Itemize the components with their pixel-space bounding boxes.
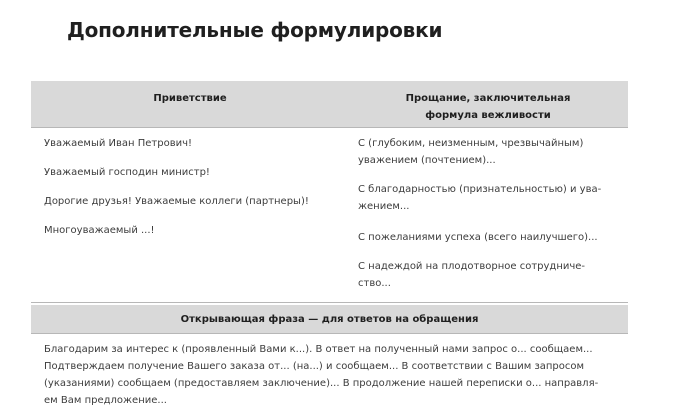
closing-item-line: С пожеланиями успеха (всего наилучшего)... [358, 232, 598, 243]
section-divider [31, 333, 628, 334]
closing-item-line: жением... [358, 201, 410, 212]
closing-item-line: ство... [358, 278, 391, 289]
closing-item-line: С (глубоким, неизменным, чрезвычайным) [358, 138, 584, 149]
greeting-item: Дорогие друзья! Уважаемые коллеги (партнеры)! [44, 196, 309, 207]
page-title: Дополнительные формулировки [67, 18, 443, 42]
section-title: Открывающая фраза — для ответов на обращения [180, 314, 479, 325]
greeting-item: Уважаемый Иван Петрович! [44, 138, 193, 149]
closings-column-header [378, 90, 598, 124]
paragraph-line: Благодарим за интерес к (проявленный Вами к...). В ответ на полученный нами запрос о... сообщаем... [44, 344, 593, 355]
closing-item-line: уважением (почтением)... [358, 155, 496, 166]
closing-item-line: С надеждой на плодотворное сотрудниче- [358, 261, 586, 272]
paragraph-line: Подтверждаем получение Вашего заказа от... (на...) и сообщаем... В соответствии с Вашим запросом [44, 361, 585, 372]
closing-item-line: С благодарностью (признательностью) и ува- [358, 184, 602, 195]
greeting-item: Уважаемый господин министр! [44, 167, 210, 178]
paragraph-line: ем Вам предложение... [44, 395, 167, 406]
greeting-item: Многоуважаемый ...! [44, 225, 155, 236]
paragraph-line: (указаниями) сообщаем (предоставляем заключение)... В продолжение нашей переписки о... направля- [44, 378, 599, 389]
closings-header-line-1: Прощание, заключительная [405, 93, 571, 104]
closings-header-line-2: формула вежливости [425, 110, 551, 121]
greetings-column-header: Приветствие [153, 93, 227, 104]
header-divider [31, 127, 628, 128]
body-divider [31, 302, 628, 303]
